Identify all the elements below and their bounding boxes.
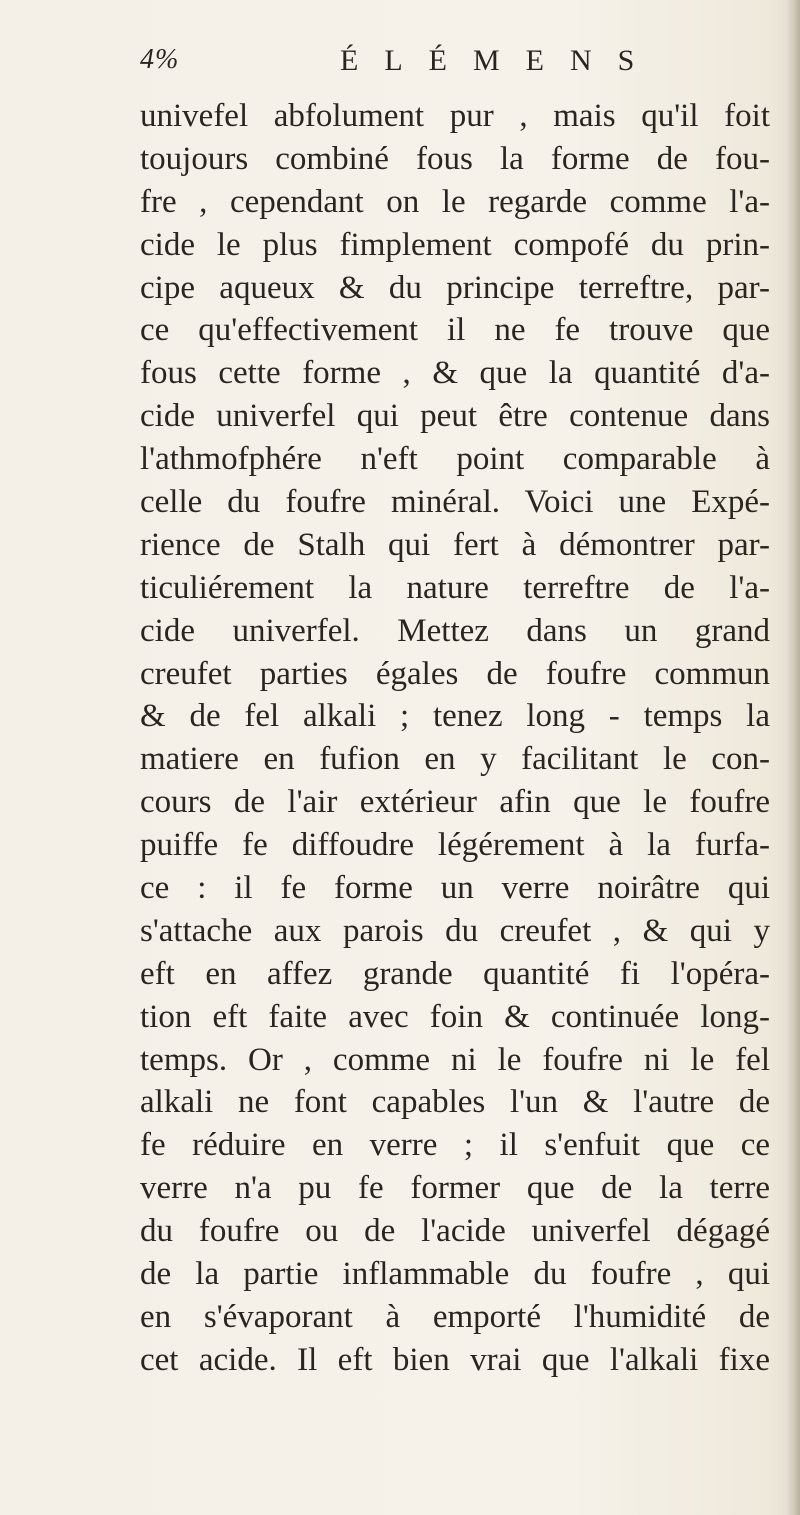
text-line: rience de Stalh qui fert à démontrer par- [140,526,770,563]
text-line: cipe aqueux & du principe terreftre, par- [140,269,770,306]
text-line: alkali ne font capables l'un & l'autre de [140,1084,770,1121]
text-line: cours de l'air extérieur afin que le foufre [140,784,770,821]
text-line: fre , cependant on le regarde comme l'a- [140,183,770,220]
page-header [140,44,780,88]
text-line: fous cette forme , & que la quantité d'a- [140,355,770,392]
text-line: verre n'a pu fe former que de la terre [140,1170,770,1207]
text-line: celle du foufre minéral. Voici une Expé- [140,484,770,521]
text-line: cide univerfel qui peut être contenue dans [140,398,770,435]
text-line: fe réduire en verre ; il s'enfuit que ce [140,1127,770,1164]
text-line: cide univerfel. Mettez dans un grand [140,612,770,649]
text-line: ce qu'effectivement il ne fe trouve que [140,312,770,349]
text-line: en s'évaporant à emporté l'humidité de [140,1298,770,1335]
text-line: du foufre ou de l'acide univerfel dégagé [140,1213,770,1250]
text-line: & de fel alkali ; tenez long - temps la [140,698,770,735]
text-line: eft en affez grande quantité fi l'opéra- [140,955,770,992]
text-line: ticuliérement la nature terreftre de l'a- [140,569,770,606]
page-edge-shadow [786,0,800,1515]
text-line: s'attache aux parois du creufet , & qui y [140,912,770,949]
text-line: l'athmofphére n'eft point comparable à [140,441,770,478]
running-title: ÉLÉMENS [340,44,661,77]
text-line: cide le plus fimplement compofé du prin- [140,226,770,263]
text-line: cet acide. Il eft bien vrai que l'alkali fixe [140,1341,770,1378]
text-line: matiere en fufion en y facilitant le con- [140,741,770,778]
page-number: 4% [140,44,180,75]
text-line: toujours combiné fous la forme de fou- [140,140,770,177]
text-line: creufet parties égales de foufre commun [140,655,770,692]
text-line: temps. Or , comme ni le foufre ni le fel [140,1041,770,1078]
text-line: tion eft faite avec foin & continuée long- [140,998,770,1035]
body-text [140,95,770,1382]
text-line: puiffe fe diffoudre légérement à la furfa- [140,827,770,864]
text-line: univefel abfolument pur , mais qu'il foit [140,98,770,134]
text-line: ce : il fe forme un verre noirâtre qui [140,870,770,907]
text-line: de la partie inflammable du foufre , qui [140,1256,770,1293]
